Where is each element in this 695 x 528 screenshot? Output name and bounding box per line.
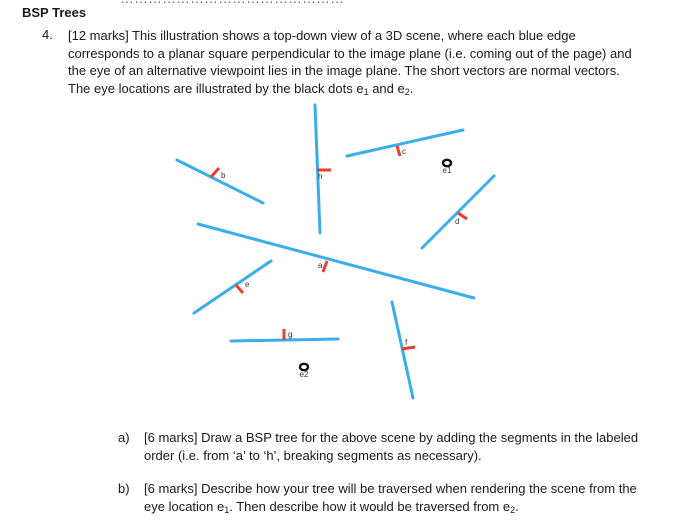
segment-d	[422, 176, 494, 248]
segment-g	[231, 329, 338, 341]
segment-label-h: h	[318, 172, 323, 181]
segment-label-a: a	[318, 261, 323, 270]
edge-d	[422, 176, 494, 248]
segment-c	[347, 130, 463, 156]
eye-e2	[300, 364, 309, 379]
question-line: The eye locations are illustrated by the black dots $e_1$ and $e_2$.	[68, 80, 414, 97]
segment-label-e: e	[245, 280, 250, 289]
part-b-line: [6 marks] Describe how your tree will be traversed when rendering the scene from the	[144, 481, 637, 496]
question-line: the eye of an alternative viewpoint lies in the image plane. The short vectors are normal vectors.	[68, 63, 620, 78]
edge-e	[194, 261, 271, 313]
normal-vector-e	[236, 285, 243, 293]
segment-label-g: g	[288, 330, 293, 339]
segment-b	[177, 160, 263, 203]
segment-e	[194, 261, 271, 313]
part-b-line: eye location $e_1$. Then describe how it would be traversed from $e_2$.	[144, 498, 519, 515]
part-marker: b)	[118, 481, 130, 496]
normal-vector-a	[323, 261, 327, 272]
eye-label: e1	[442, 166, 452, 175]
segment-label-f: f	[405, 338, 408, 347]
part-a-line: order (i.e. from ‘a’ to ‘h’, breaking segments as necessary).	[144, 447, 482, 463]
segment-label-b: b	[221, 171, 226, 180]
segment-h	[315, 105, 331, 233]
question-line: corresponds to a planar square perpendicular to the image plane (i.e. coming out of the page) and	[68, 45, 632, 61]
eye-e1	[443, 160, 452, 175]
segment-label-c: c	[402, 147, 406, 156]
question-number: 4.	[42, 27, 53, 42]
normal-vector-c	[397, 146, 400, 156]
eye-label: e2	[299, 370, 309, 379]
segment-label-d: d	[455, 217, 460, 226]
normal-vector-f	[402, 347, 415, 349]
part-marker: a)	[118, 430, 130, 445]
section-title: BSP Trees	[22, 5, 87, 20]
part-a-line: [6 marks] Draw a BSP tree for the above scene by adding the segments in the labeled	[144, 430, 639, 445]
edge-b	[177, 160, 263, 203]
question-line: [12 marks] This illustration shows a top-down view of a 3D scene, where each blue edge	[68, 28, 576, 43]
normal-vector-b	[211, 168, 219, 177]
segment-f	[392, 302, 415, 398]
